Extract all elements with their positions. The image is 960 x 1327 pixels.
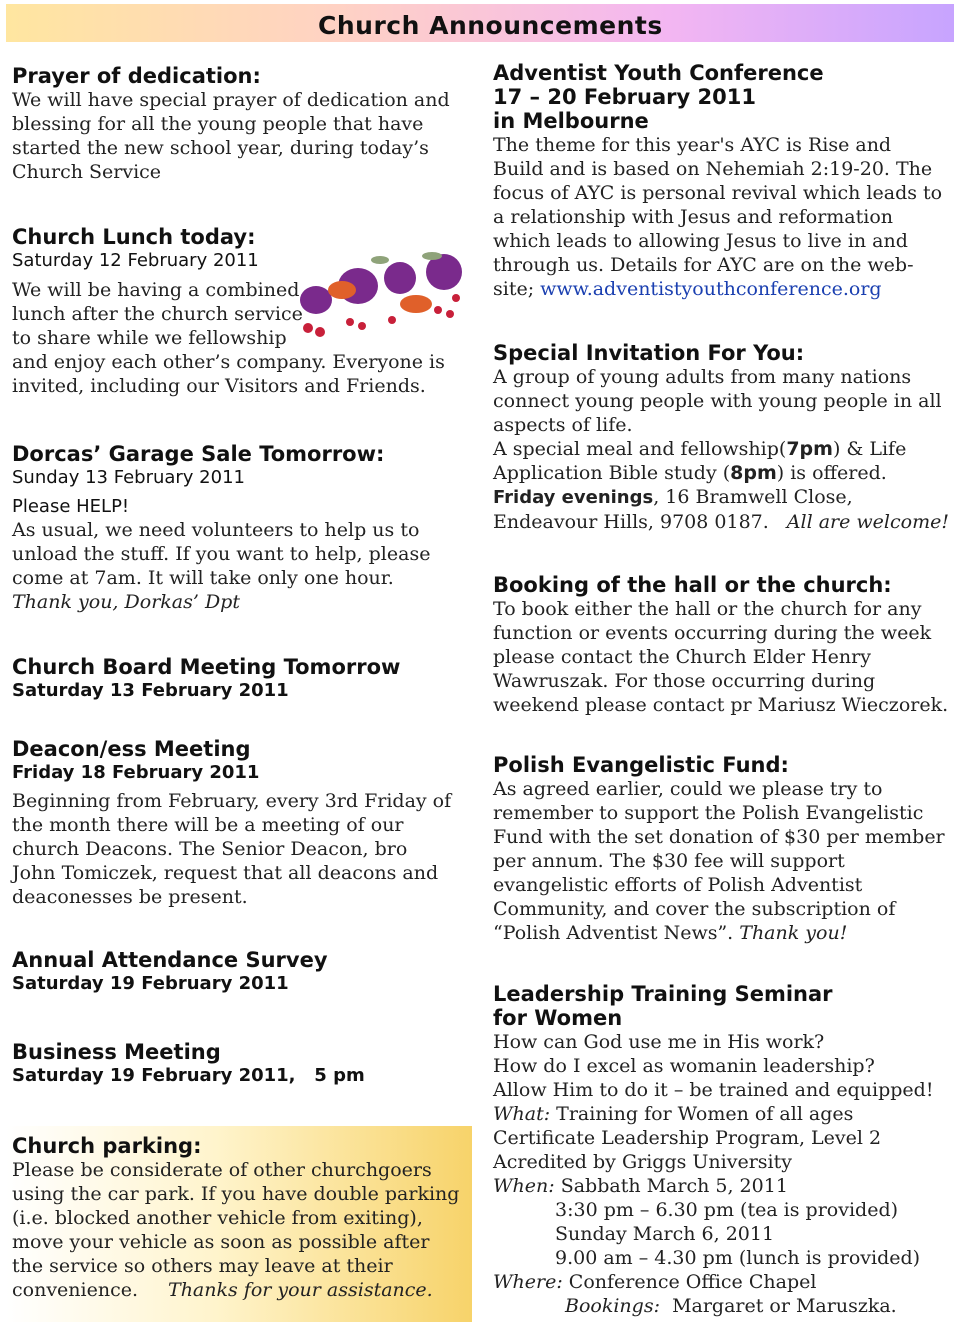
lunch-heading: Church Lunch today: bbox=[12, 225, 256, 249]
leadership-line: Allow Him to do it – be trained and equipped! bbox=[493, 1079, 934, 1101]
business-section bbox=[12, 1040, 472, 1087]
dorcas-line: come at 7am. It will take only one hour. bbox=[12, 567, 394, 589]
dorcas-line: unload the stuff. If you want to help, please bbox=[12, 543, 431, 565]
when-day2-time: 9.00 am – 4.30 pm (lunch is provided) bbox=[555, 1247, 921, 1269]
where-value: Conference Office Chapel bbox=[562, 1271, 817, 1293]
invite-location-line bbox=[493, 510, 953, 534]
leadership-section bbox=[493, 982, 953, 1318]
dorcas-section bbox=[12, 442, 472, 614]
leadership-bookings-line bbox=[493, 1294, 953, 1318]
dorcas-heading: Dorcas’ Garage Sale Tomorrow: bbox=[12, 442, 385, 466]
leadership-heading: for Women bbox=[493, 1006, 623, 1030]
lunch-line: lunch after the church service bbox=[12, 303, 303, 325]
polish-line: Fund with the set donation of $30 per member bbox=[493, 826, 945, 848]
invite-friday: Friday evenings bbox=[493, 487, 654, 508]
board-section bbox=[12, 655, 472, 702]
parking-thanks: Thanks for your assistance. bbox=[168, 1279, 433, 1301]
survey-heading: Annual Attendance Survey bbox=[12, 948, 328, 972]
parking-convenience: convenience. bbox=[12, 1279, 139, 1301]
prayer-line: Church Service bbox=[12, 161, 162, 183]
polish-line: per annum. The $30 fee will support bbox=[493, 850, 845, 872]
invite-meal-line bbox=[493, 437, 953, 461]
ayc-line: a relationship with Jesus and reformation bbox=[493, 206, 894, 228]
invite-address: , 16 Bramwell Close, bbox=[653, 486, 853, 508]
prayer-section bbox=[12, 64, 472, 184]
prayer-line: blessing for all the young people that have bbox=[12, 113, 424, 135]
dorcas-help: Please HELP! bbox=[12, 496, 130, 517]
parking-last-line bbox=[12, 1278, 472, 1302]
invite-study-text: ) is offered. bbox=[776, 462, 887, 484]
invite-line: connect young people with young people in all bbox=[493, 390, 942, 412]
parking-line: using the car park. If you have double parking bbox=[12, 1183, 460, 1205]
polish-section bbox=[493, 753, 953, 945]
invite-study-line bbox=[493, 461, 953, 485]
invite-line: aspects of life. bbox=[493, 414, 633, 436]
polish-line: remember to support the Polish Evangelistic bbox=[493, 802, 924, 824]
invite-friday-line bbox=[493, 485, 953, 510]
leadership-when-line bbox=[493, 1174, 953, 1198]
page-title: Church Announcements bbox=[318, 11, 663, 40]
booking-line: function or events occurring during the week bbox=[493, 622, 932, 644]
parking-line: (i.e. blocked another vehicle from exiting), bbox=[12, 1207, 423, 1229]
invite-heading: Special Invitation For You: bbox=[493, 341, 805, 365]
parking-line: Please be considerate of other churchgoers bbox=[12, 1159, 432, 1181]
booking-line: weekend please contact pr Mariusz Wieczorek. bbox=[493, 694, 949, 716]
ayc-url-link[interactable]: www.adventistyouthconference.org bbox=[540, 278, 882, 300]
booking-line: To book either the hall or the church for any bbox=[493, 598, 922, 620]
dorcas-signoff: Thank you, Dorkas’ Dpt bbox=[12, 591, 240, 613]
invite-meal-text: A special meal and fellowship( bbox=[493, 438, 787, 460]
ayc-heading: 17 – 20 February 2011 bbox=[493, 85, 756, 109]
lunch-line: to share while we fellowship bbox=[12, 327, 287, 349]
board-heading: Church Board Meeting Tomorrow bbox=[12, 655, 401, 679]
when-label: When: bbox=[493, 1175, 555, 1197]
business-date: Saturday 19 February 2011, 5 pm bbox=[12, 1065, 365, 1086]
ayc-line: focus of AYC is personal revival which leads to bbox=[493, 182, 943, 204]
bookings-label: Bookings: bbox=[565, 1295, 660, 1317]
parking-line: the service so others may leave at their bbox=[12, 1255, 393, 1277]
when-day1-time: 3:30 pm – 6.30 pm (tea is provided) bbox=[555, 1199, 899, 1221]
deacon-line: deaconesses be present. bbox=[12, 886, 248, 908]
when-day2: Sunday March 6, 2011 bbox=[555, 1223, 775, 1245]
lunch-line: invited, including our Visitors and Friends. bbox=[12, 375, 426, 397]
where-label: Where: bbox=[493, 1271, 563, 1293]
prayer-line: We will have special prayer of dedication and bbox=[12, 89, 450, 111]
lunch-line: and enjoy each other’s company. Everyone is bbox=[12, 351, 445, 373]
ayc-line: which leads to allowing Jesus to live in and bbox=[493, 230, 908, 252]
prayer-line: started the new school year, during today’s bbox=[12, 137, 429, 159]
polish-line: Community, and cover the subscription of bbox=[493, 898, 896, 920]
leadership-line: How can God use me in His work? bbox=[493, 1031, 825, 1053]
polish-thanks: Thank you! bbox=[739, 922, 848, 944]
deacon-line: John Tomiczek, request that all deacons and bbox=[12, 862, 439, 884]
leadership-line: How do I excel as womanin leadership? bbox=[493, 1055, 875, 1077]
leadership-cert: Certificate Leadership Program, Level 2 bbox=[493, 1127, 882, 1149]
deacon-line: Beginning from February, every 3rd Friday of bbox=[12, 790, 452, 812]
survey-date: Saturday 19 February 2011 bbox=[12, 973, 289, 994]
board-date: Saturday 13 February 2011 bbox=[12, 680, 289, 701]
invite-meal-time: 7pm bbox=[786, 438, 833, 460]
deacon-date: Friday 18 February 2011 bbox=[12, 762, 260, 783]
booking-line: Wawruszak. For those occurring during bbox=[493, 670, 876, 692]
invite-location: Endeavour Hills, 9708 0187. bbox=[493, 511, 769, 533]
deacon-line: the month there will be a meeting of our bbox=[12, 814, 404, 836]
ayc-line: through us. Details for AYC are on the web- bbox=[493, 254, 914, 276]
leadership-heading: Leadership Training Seminar bbox=[493, 982, 833, 1006]
leadership-acc: Acredited by Griggs University bbox=[493, 1151, 792, 1173]
ayc-line: Build and is based on Nehemiah 2:19-20. The bbox=[493, 158, 933, 180]
polish-line: As agreed earlier, could we please try to bbox=[493, 778, 883, 800]
leadership-where-line bbox=[493, 1270, 953, 1294]
lunch-line: We will be having a combined bbox=[12, 279, 300, 301]
fruit-illustration bbox=[296, 248, 472, 340]
invite-study-time: 8pm bbox=[730, 462, 777, 484]
ayc-heading: in Melbourne bbox=[493, 109, 649, 133]
ayc-site-line bbox=[493, 277, 953, 301]
header-banner bbox=[6, 4, 954, 42]
ayc-line: The theme for this year's AYC is Rise and bbox=[493, 134, 892, 156]
invite-welcome: All are welcome! bbox=[786, 511, 949, 533]
deacon-heading: Deacon/ess Meeting bbox=[12, 737, 251, 761]
dorcas-date: Sunday 13 February 2011 bbox=[12, 467, 245, 488]
bookings-value: Margaret or Maruszka. bbox=[659, 1295, 897, 1317]
polish-heading: Polish Evangelistic Fund: bbox=[493, 753, 789, 777]
polish-line: evangelistic efforts of Polish Adventist bbox=[493, 874, 863, 896]
invite-meal-text: ) & Life bbox=[832, 438, 907, 460]
parking-section bbox=[12, 1134, 472, 1302]
deacon-section bbox=[12, 737, 472, 909]
deacon-line: church Deacons. The Senior Deacon, bro bbox=[12, 838, 408, 860]
when-day1: Sabbath March 5, 2011 bbox=[554, 1175, 788, 1197]
survey-section bbox=[12, 948, 472, 995]
invite-line: A group of young adults from many nations bbox=[493, 366, 912, 388]
ayc-site-prefix: site; bbox=[493, 278, 541, 300]
parking-heading: Church parking: bbox=[12, 1134, 202, 1158]
leadership-what-line bbox=[493, 1102, 953, 1126]
dorcas-line: As usual, we need volunteers to help us to bbox=[12, 519, 420, 541]
booking-section bbox=[493, 573, 953, 717]
booking-heading: Booking of the hall or the church: bbox=[493, 573, 892, 597]
ayc-heading: Adventist Youth Conference bbox=[493, 61, 824, 85]
what-value: Training for Women of all ages bbox=[550, 1103, 854, 1125]
ayc-section bbox=[493, 61, 953, 301]
polish-news: “Polish Adventist News”. bbox=[493, 922, 734, 944]
polish-last-line bbox=[493, 921, 953, 945]
what-label: What: bbox=[493, 1103, 551, 1125]
parking-line: move your vehicle as soon as possible after bbox=[12, 1231, 430, 1253]
prayer-heading: Prayer of dedication: bbox=[12, 64, 261, 88]
invite-section bbox=[493, 341, 953, 534]
lunch-date: Saturday 12 February 2011 bbox=[12, 250, 259, 271]
business-heading: Business Meeting bbox=[12, 1040, 221, 1064]
booking-line: please contact the Church Elder Henry bbox=[493, 646, 871, 668]
invite-study-text: Application Bible study ( bbox=[493, 462, 731, 484]
